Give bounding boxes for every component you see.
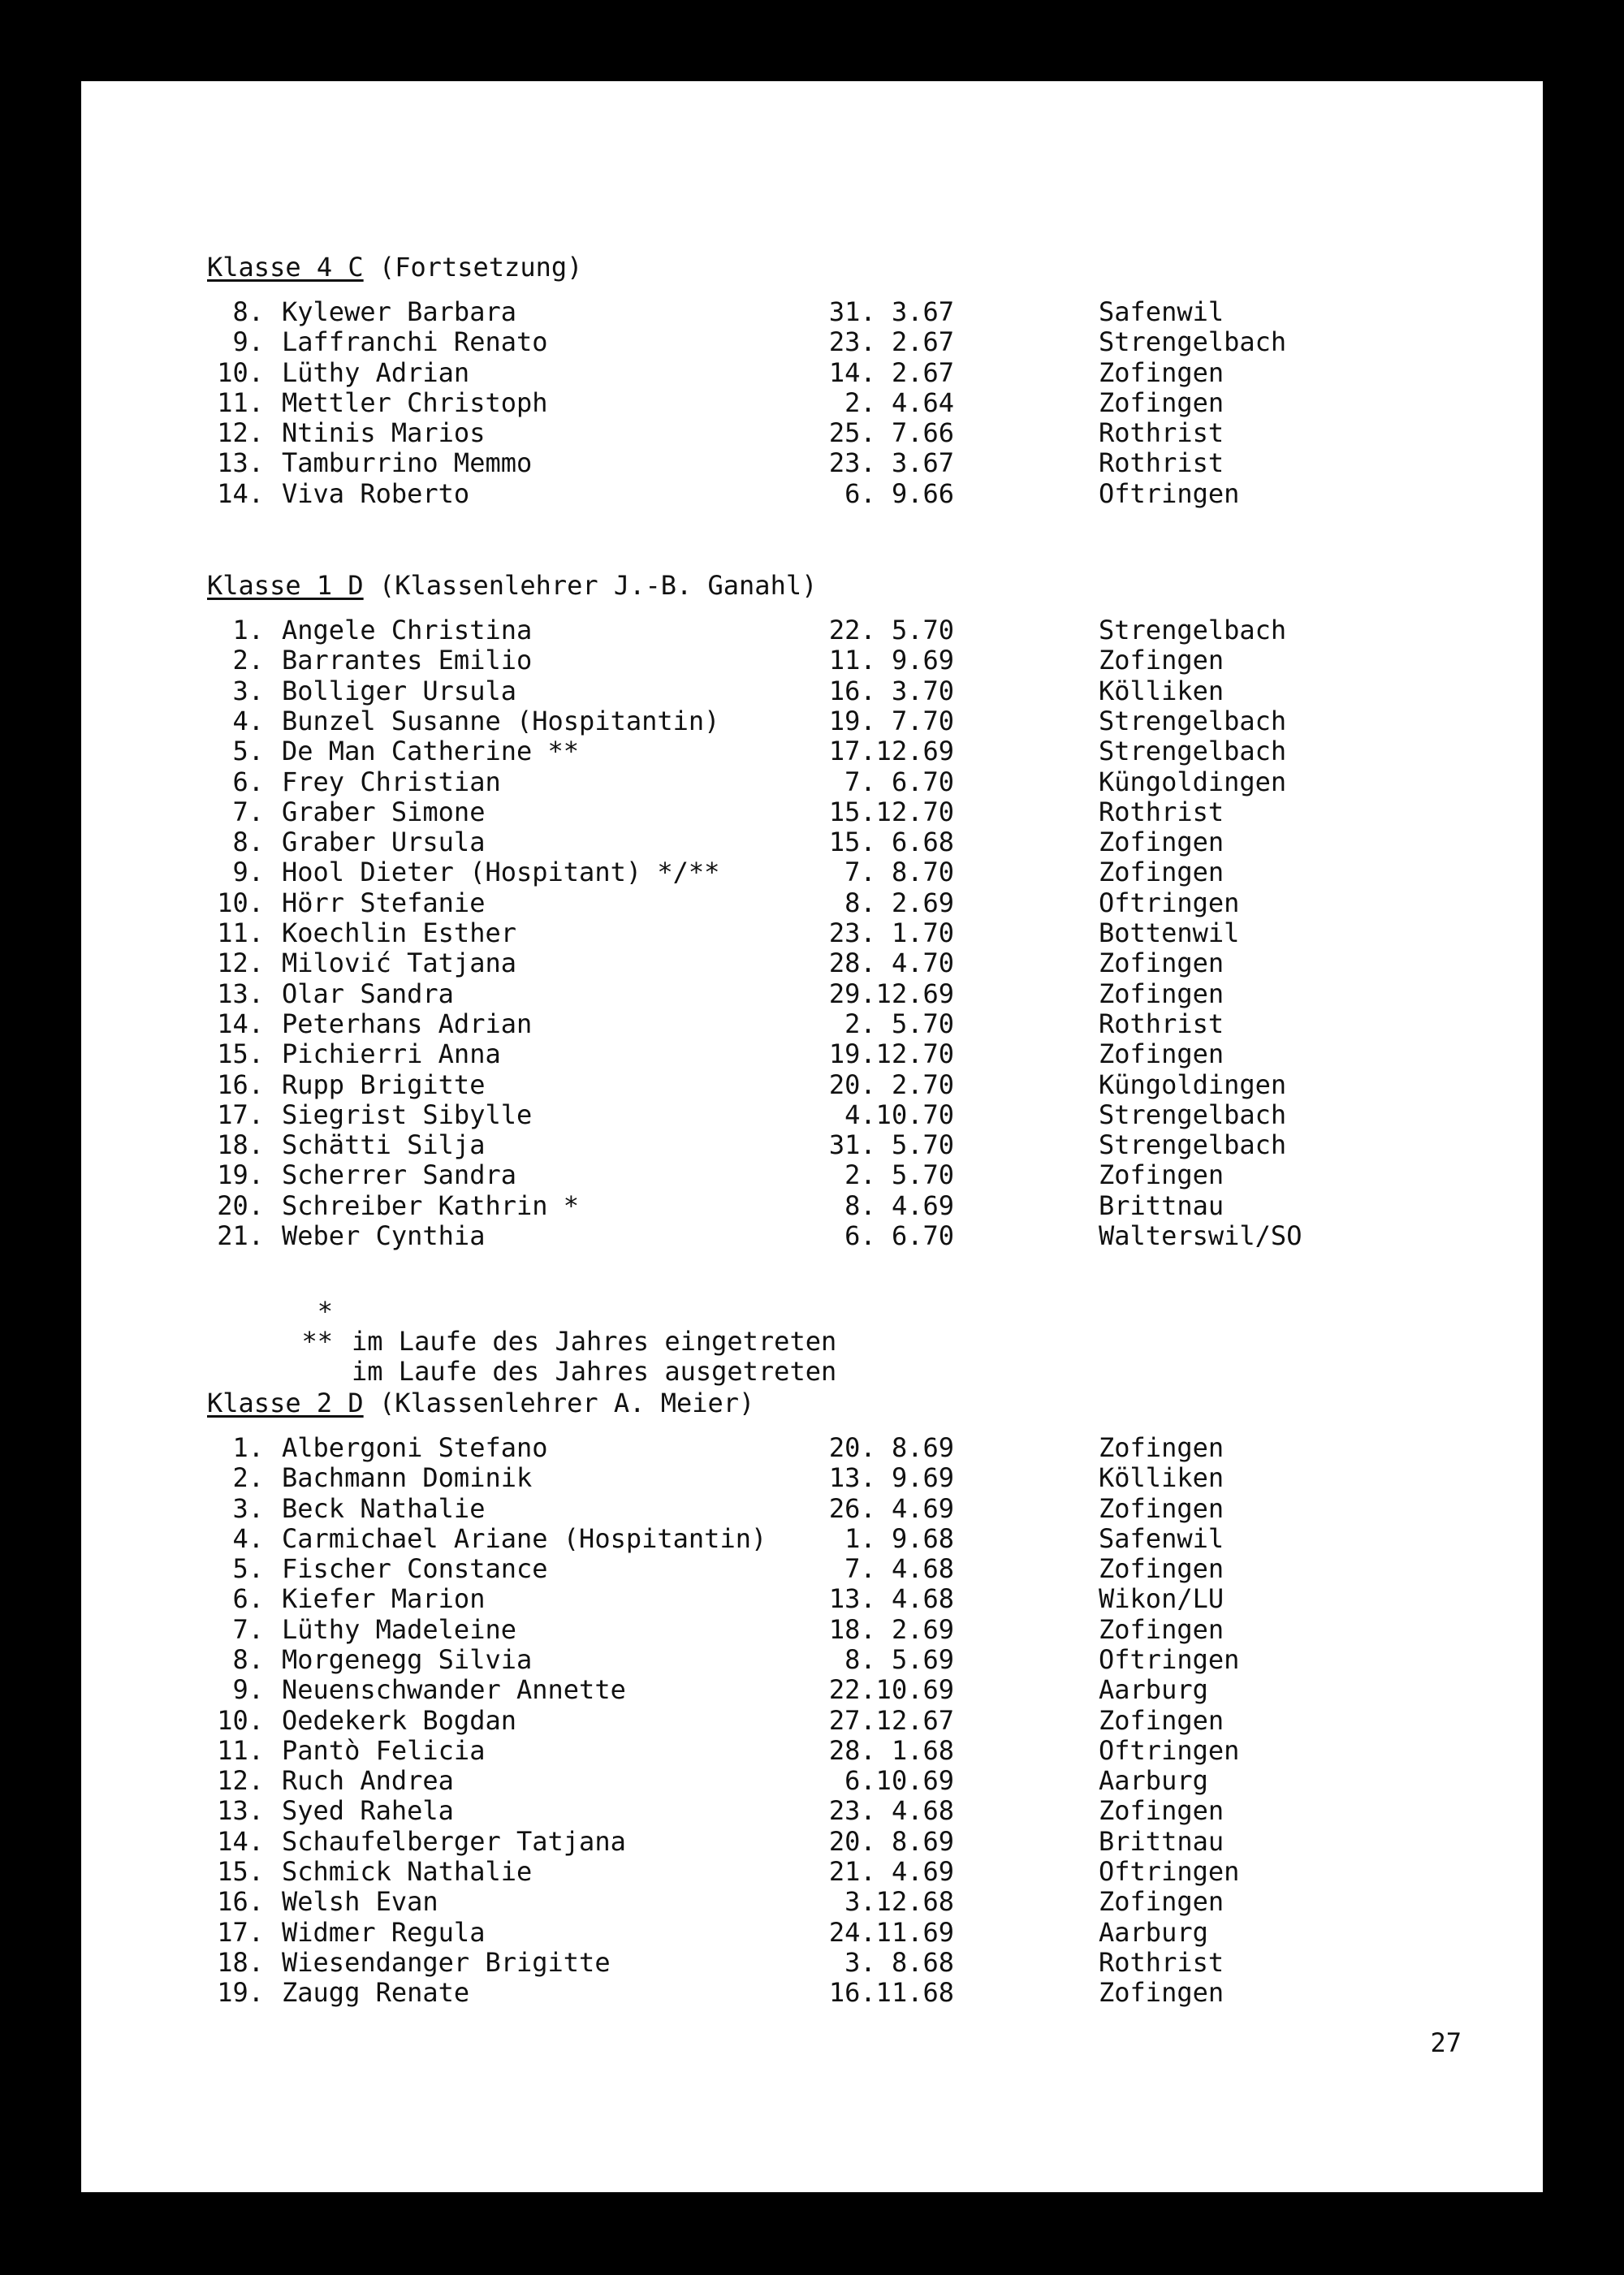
- birth-date: 22.10.69: [828, 1674, 954, 1706]
- birth-date: 3. 8.68: [844, 1946, 954, 1978]
- section-title: Klasse 1 D: [207, 570, 364, 602]
- home-town: Strengelbach: [1099, 326, 1287, 358]
- student-row: [207, 1827, 1539, 1857]
- row-number: 11.: [217, 386, 264, 418]
- student-name: Schaufelberger Tatjana: [282, 1825, 626, 1857]
- row-number: 14.: [217, 1825, 264, 1857]
- student-name: Peterhans Adrian: [282, 1008, 533, 1039]
- student-name: Laffranchi Renato: [282, 326, 548, 358]
- student-name: Beck Nathalie: [282, 1492, 486, 1524]
- row-number: 19.: [217, 1159, 264, 1191]
- birth-date: 20. 8.69: [828, 1825, 954, 1857]
- student-name: Schätti Silja: [282, 1129, 486, 1161]
- student-list: [207, 297, 1539, 509]
- student-name: Viva Roberto: [282, 477, 470, 509]
- birth-date: 3.12.68: [844, 1886, 954, 1918]
- section-klasse-2d: [207, 1388, 1539, 2009]
- footnote-mark: *: [317, 1295, 333, 1327]
- row-number: 12.: [217, 417, 264, 449]
- birth-date: 26. 4.69: [828, 1492, 954, 1524]
- row-number: 19.: [217, 1977, 264, 2009]
- birth-date: 31. 5.70: [828, 1129, 954, 1161]
- student-name: Rupp Brigitte: [282, 1068, 486, 1100]
- student-name: Bolliger Ursula: [282, 675, 516, 706]
- home-town: Aarburg: [1099, 1916, 1208, 1948]
- student-name: Kylewer Barbara: [282, 296, 516, 327]
- student-row: [207, 1706, 1539, 1736]
- row-number: 10.: [217, 356, 264, 388]
- student-row: [207, 1615, 1539, 1645]
- student-row: [207, 388, 1539, 418]
- student-row: [207, 1100, 1539, 1130]
- birth-date: 25. 7.66: [828, 417, 954, 449]
- student-list: [207, 1433, 1539, 2009]
- home-town: Brittnau: [1099, 1189, 1224, 1221]
- student-row: [207, 479, 1539, 509]
- student-row: [207, 1675, 1539, 1705]
- student-list: [207, 615, 1539, 1251]
- home-town: Brittnau: [1099, 1825, 1224, 1857]
- birth-date: 6. 9.66: [844, 477, 954, 509]
- student-name: Syed Rahela: [282, 1795, 454, 1827]
- student-row: [207, 1433, 1539, 1463]
- home-town: Strengelbach: [1099, 705, 1287, 736]
- birth-date: 15. 6.68: [828, 827, 954, 858]
- home-town: Kölliken: [1099, 1462, 1224, 1494]
- home-town: Strengelbach: [1099, 1129, 1287, 1161]
- section-heading: [207, 252, 1539, 283]
- home-town: Rothrist: [1099, 1008, 1224, 1039]
- student-name: Kiefer Marion: [282, 1583, 486, 1615]
- row-number: 21.: [217, 1220, 264, 1252]
- row-number: 15.: [217, 1856, 264, 1888]
- home-town: Safenwil: [1099, 1522, 1224, 1554]
- home-town: Bottenwil: [1099, 917, 1240, 949]
- student-name: Widmer Regula: [282, 1916, 486, 1948]
- student-row: [207, 1070, 1539, 1100]
- row-number: 7.: [232, 1613, 264, 1645]
- footnote: [207, 1266, 1539, 1357]
- student-row: [207, 1736, 1539, 1766]
- row-number: 16.: [217, 1886, 264, 1918]
- student-name: Schmick Nathalie: [282, 1856, 533, 1888]
- birth-date: 2. 5.70: [844, 1159, 954, 1191]
- row-number: 13.: [217, 447, 264, 479]
- student-name: Albergoni Stefano: [282, 1431, 548, 1463]
- row-number: 2.: [232, 1462, 264, 1494]
- home-town: Zofingen: [1099, 1613, 1224, 1645]
- student-name: Ruch Andrea: [282, 1765, 454, 1797]
- birth-date: 4.10.70: [844, 1099, 954, 1130]
- home-town: Zofingen: [1099, 1431, 1224, 1463]
- student-name: Schreiber Kathrin *: [282, 1189, 580, 1221]
- row-number: 11.: [217, 917, 264, 949]
- student-row: [207, 1554, 1539, 1584]
- birth-date: 13. 9.69: [828, 1462, 954, 1494]
- student-row: [207, 327, 1539, 357]
- student-name: Pichierri Anna: [282, 1038, 501, 1070]
- document-page: [81, 81, 1543, 2192]
- row-number: 18.: [217, 1129, 264, 1161]
- home-town: Rothrist: [1099, 796, 1224, 827]
- section-title: Klasse 2 D: [207, 1387, 364, 1418]
- student-name: Barrantes Emilio: [282, 645, 533, 676]
- student-row: [207, 979, 1539, 1009]
- birth-date: 7. 8.70: [844, 857, 954, 888]
- row-number: 14.: [217, 477, 264, 509]
- student-row: [207, 1191, 1539, 1221]
- home-town: Strengelbach: [1099, 736, 1287, 767]
- birth-date: 14. 2.67: [828, 356, 954, 388]
- row-number: 17.: [217, 1916, 264, 1948]
- class-lists: [207, 252, 1539, 2070]
- student-row: [207, 418, 1539, 448]
- row-number: 6.: [232, 766, 264, 797]
- student-name: Scherrer Sandra: [282, 1159, 516, 1191]
- birth-date: 20. 8.69: [828, 1431, 954, 1463]
- birth-date: 21. 4.69: [828, 1856, 954, 1888]
- student-name: Pantò Felicia: [282, 1734, 486, 1766]
- row-number: 10.: [217, 887, 264, 918]
- home-town: Zofingen: [1099, 948, 1224, 979]
- birth-date: 16. 3.70: [828, 675, 954, 706]
- home-town: Oftringen: [1099, 1856, 1240, 1888]
- section-title: Klasse 4 C: [207, 252, 364, 283]
- birth-date: 1. 9.68: [844, 1522, 954, 1554]
- student-row: [207, 1009, 1539, 1039]
- home-town: Zofingen: [1099, 645, 1224, 676]
- home-town: Zofingen: [1099, 827, 1224, 858]
- student-row: [207, 1978, 1539, 2008]
- student-row: [207, 1887, 1539, 1917]
- home-town: Zofingen: [1099, 978, 1224, 1009]
- home-town: Zofingen: [1099, 857, 1224, 888]
- birth-date: 29.12.69: [828, 978, 954, 1009]
- student-row: [207, 1463, 1539, 1493]
- home-town: Zofingen: [1099, 1886, 1224, 1918]
- section-heading: [207, 570, 1539, 601]
- footnote-text: im Laufe des Jahres ausgetreten: [352, 1356, 837, 1388]
- row-number: 18.: [217, 1946, 264, 1978]
- page-number: 27: [1430, 2027, 1462, 2058]
- section-subtitle: (Fortsetzung): [363, 252, 583, 283]
- student-name: Carmichael Ariane (Hospitantin): [282, 1522, 767, 1554]
- student-row: [207, 1524, 1539, 1554]
- student-name: Oedekerk Bogdan: [282, 1704, 516, 1736]
- row-number: 1.: [232, 1431, 264, 1463]
- student-name: Bunzel Susanne (Hospitantin): [282, 705, 720, 736]
- section-klasse-4c: [207, 252, 1539, 509]
- birth-date: 19. 7.70: [828, 705, 954, 736]
- student-name: Milović Tatjana: [282, 948, 516, 979]
- birth-date: 23. 1.70: [828, 917, 954, 949]
- home-town: Zofingen: [1099, 386, 1224, 418]
- student-name: Lüthy Adrian: [282, 356, 470, 388]
- birth-date: 11. 9.69: [828, 645, 954, 676]
- student-name: Koechlin Esther: [282, 917, 516, 949]
- student-row: [207, 1766, 1539, 1796]
- birth-date: 15.12.70: [828, 796, 954, 827]
- student-name: Wiesendanger Brigitte: [282, 1946, 611, 1978]
- home-town: Zofingen: [1099, 1977, 1224, 2009]
- row-number: 3.: [232, 1492, 264, 1524]
- home-town: Oftringen: [1099, 477, 1240, 509]
- home-town: Wikon/LU: [1099, 1583, 1224, 1615]
- student-row: [207, 706, 1539, 736]
- birth-date: 20. 2.70: [828, 1068, 954, 1100]
- home-town: Zofingen: [1099, 1704, 1224, 1736]
- home-town: Küngoldingen: [1099, 1068, 1287, 1100]
- student-name: Siegrist Sibylle: [282, 1099, 533, 1130]
- row-number: 9.: [232, 857, 264, 888]
- birth-date: 2. 4.64: [844, 386, 954, 418]
- row-number: 15.: [217, 1038, 264, 1070]
- section-heading: [207, 1388, 1539, 1418]
- student-name: Hool Dieter (Hospitant) */**: [282, 857, 720, 888]
- student-row: [207, 827, 1539, 857]
- student-row: [207, 615, 1539, 645]
- birth-date: 6. 6.70: [844, 1220, 954, 1252]
- row-number: 6.: [232, 1583, 264, 1615]
- student-row: [207, 1221, 1539, 1251]
- row-number: 5.: [232, 736, 264, 767]
- section-subtitle: (Klassenlehrer J.-B. Ganahl): [363, 570, 818, 602]
- student-row: [207, 857, 1539, 887]
- student-row: [207, 1584, 1539, 1614]
- row-number: 3.: [232, 675, 264, 706]
- student-name: Graber Simone: [282, 796, 486, 827]
- student-row: [207, 1857, 1539, 1887]
- home-town: Strengelbach: [1099, 615, 1287, 646]
- birth-date: 7. 6.70: [844, 766, 954, 797]
- footnote-text: im Laufe des Jahres eingetreten: [352, 1325, 837, 1357]
- birth-date: 23. 4.68: [828, 1795, 954, 1827]
- home-town: Rothrist: [1099, 1946, 1224, 1978]
- student-row: [207, 1160, 1539, 1190]
- section-subtitle: (Klassenlehrer A. Meier): [363, 1387, 755, 1418]
- home-town: Oftringen: [1099, 887, 1240, 918]
- student-row: [207, 358, 1539, 388]
- student-row: [207, 297, 1539, 327]
- home-town: Strengelbach: [1099, 1099, 1287, 1130]
- home-town: Aarburg: [1099, 1674, 1208, 1706]
- birth-date: 18. 2.69: [828, 1613, 954, 1645]
- student-row: [207, 448, 1539, 478]
- birth-date: 23. 3.67: [828, 447, 954, 479]
- student-row: [207, 1948, 1539, 1978]
- student-name: Welsh Evan: [282, 1886, 438, 1918]
- student-name: Fischer Constance: [282, 1553, 548, 1585]
- student-name: Morgenegg Silvia: [282, 1643, 533, 1675]
- footnote-mark: **: [301, 1325, 333, 1357]
- row-number: 2.: [232, 645, 264, 676]
- student-name: De Man Catherine **: [282, 736, 580, 767]
- row-number: 12.: [217, 1765, 264, 1797]
- row-number: 4.: [232, 705, 264, 736]
- row-number: 9.: [232, 1674, 264, 1706]
- birth-date: 17.12.69: [828, 736, 954, 767]
- row-number: 7.: [232, 796, 264, 827]
- row-number: 12.: [217, 948, 264, 979]
- student-name: Bachmann Dominik: [282, 1462, 533, 1494]
- student-row: [207, 918, 1539, 948]
- student-row: [207, 1918, 1539, 1948]
- birth-date: 7. 4.68: [844, 1553, 954, 1585]
- home-town: Kölliken: [1099, 675, 1224, 706]
- row-number: 13.: [217, 1795, 264, 1827]
- student-name: Neuenschwander Annette: [282, 1674, 626, 1706]
- student-row: [207, 676, 1539, 706]
- row-number: 8.: [232, 1643, 264, 1675]
- section-klasse-1d: [207, 570, 1539, 1388]
- row-number: 9.: [232, 326, 264, 358]
- birth-date: 31. 3.67: [828, 296, 954, 327]
- home-town: Zofingen: [1099, 1795, 1224, 1827]
- home-town: Oftringen: [1099, 1643, 1240, 1675]
- row-number: 17.: [217, 1099, 264, 1130]
- birth-date: 28. 1.68: [828, 1734, 954, 1766]
- row-number: 20.: [217, 1189, 264, 1221]
- row-number: 13.: [217, 978, 264, 1009]
- birth-date: 2. 5.70: [844, 1008, 954, 1039]
- birth-date: 6.10.69: [844, 1765, 954, 1797]
- home-town: Zofingen: [1099, 1553, 1224, 1585]
- student-name: Tamburrino Memmo: [282, 447, 533, 479]
- birth-date: 28. 4.70: [828, 948, 954, 979]
- student-name: Frey Christian: [282, 766, 501, 797]
- birth-date: 8. 2.69: [844, 887, 954, 918]
- student-row: [207, 736, 1539, 766]
- student-name: Mettler Christoph: [282, 386, 548, 418]
- row-number: 1.: [232, 615, 264, 646]
- home-town: Zofingen: [1099, 1038, 1224, 1070]
- birth-date: 24.11.69: [828, 1916, 954, 1948]
- row-number: 10.: [217, 1704, 264, 1736]
- row-number: 4.: [232, 1522, 264, 1554]
- birth-date: 19.12.70: [828, 1038, 954, 1070]
- row-number: 16.: [217, 1068, 264, 1100]
- row-number: 11.: [217, 1734, 264, 1766]
- student-name: Angele Christina: [282, 615, 533, 646]
- student-name: Lüthy Madeleine: [282, 1613, 516, 1645]
- student-row: [207, 1796, 1539, 1826]
- row-number: 14.: [217, 1008, 264, 1039]
- birth-date: 8. 4.69: [844, 1189, 954, 1221]
- row-number: 8.: [232, 296, 264, 327]
- home-town: Oftringen: [1099, 1734, 1240, 1766]
- student-name: Graber Ursula: [282, 827, 486, 858]
- birth-date: 8. 5.69: [844, 1643, 954, 1675]
- home-town: Küngoldingen: [1099, 766, 1287, 797]
- student-name: Weber Cynthia: [282, 1220, 486, 1252]
- student-name: Hörr Stefanie: [282, 887, 486, 918]
- student-row: [207, 1039, 1539, 1069]
- home-town: Walterswil/SO: [1099, 1220, 1302, 1252]
- birth-date: 27.12.67: [828, 1704, 954, 1736]
- footnotes: [207, 1266, 1539, 1388]
- student-name: Olar Sandra: [282, 978, 454, 1009]
- row-number: 8.: [232, 827, 264, 858]
- birth-date: 22. 5.70: [828, 615, 954, 646]
- student-row: [207, 767, 1539, 797]
- student-row: [207, 645, 1539, 676]
- home-town: Zofingen: [1099, 356, 1224, 388]
- home-town: Zofingen: [1099, 1492, 1224, 1524]
- home-town: Zofingen: [1099, 1159, 1224, 1191]
- student-name: Ntinis Marios: [282, 417, 486, 449]
- birth-date: 13. 4.68: [828, 1583, 954, 1615]
- student-row: [207, 797, 1539, 827]
- birth-date: 23. 2.67: [828, 326, 954, 358]
- home-town: Rothrist: [1099, 417, 1224, 449]
- student-name: Zaugg Renate: [282, 1977, 470, 2009]
- birth-date: 16.11.68: [828, 1977, 954, 2009]
- student-row: [207, 888, 1539, 918]
- student-row: [207, 1130, 1539, 1160]
- student-row: [207, 1494, 1539, 1524]
- home-town: Rothrist: [1099, 447, 1224, 479]
- student-row: [207, 1645, 1539, 1675]
- home-town: Aarburg: [1099, 1765, 1208, 1797]
- home-town: Safenwil: [1099, 296, 1224, 327]
- student-row: [207, 948, 1539, 978]
- row-number: 5.: [232, 1553, 264, 1585]
